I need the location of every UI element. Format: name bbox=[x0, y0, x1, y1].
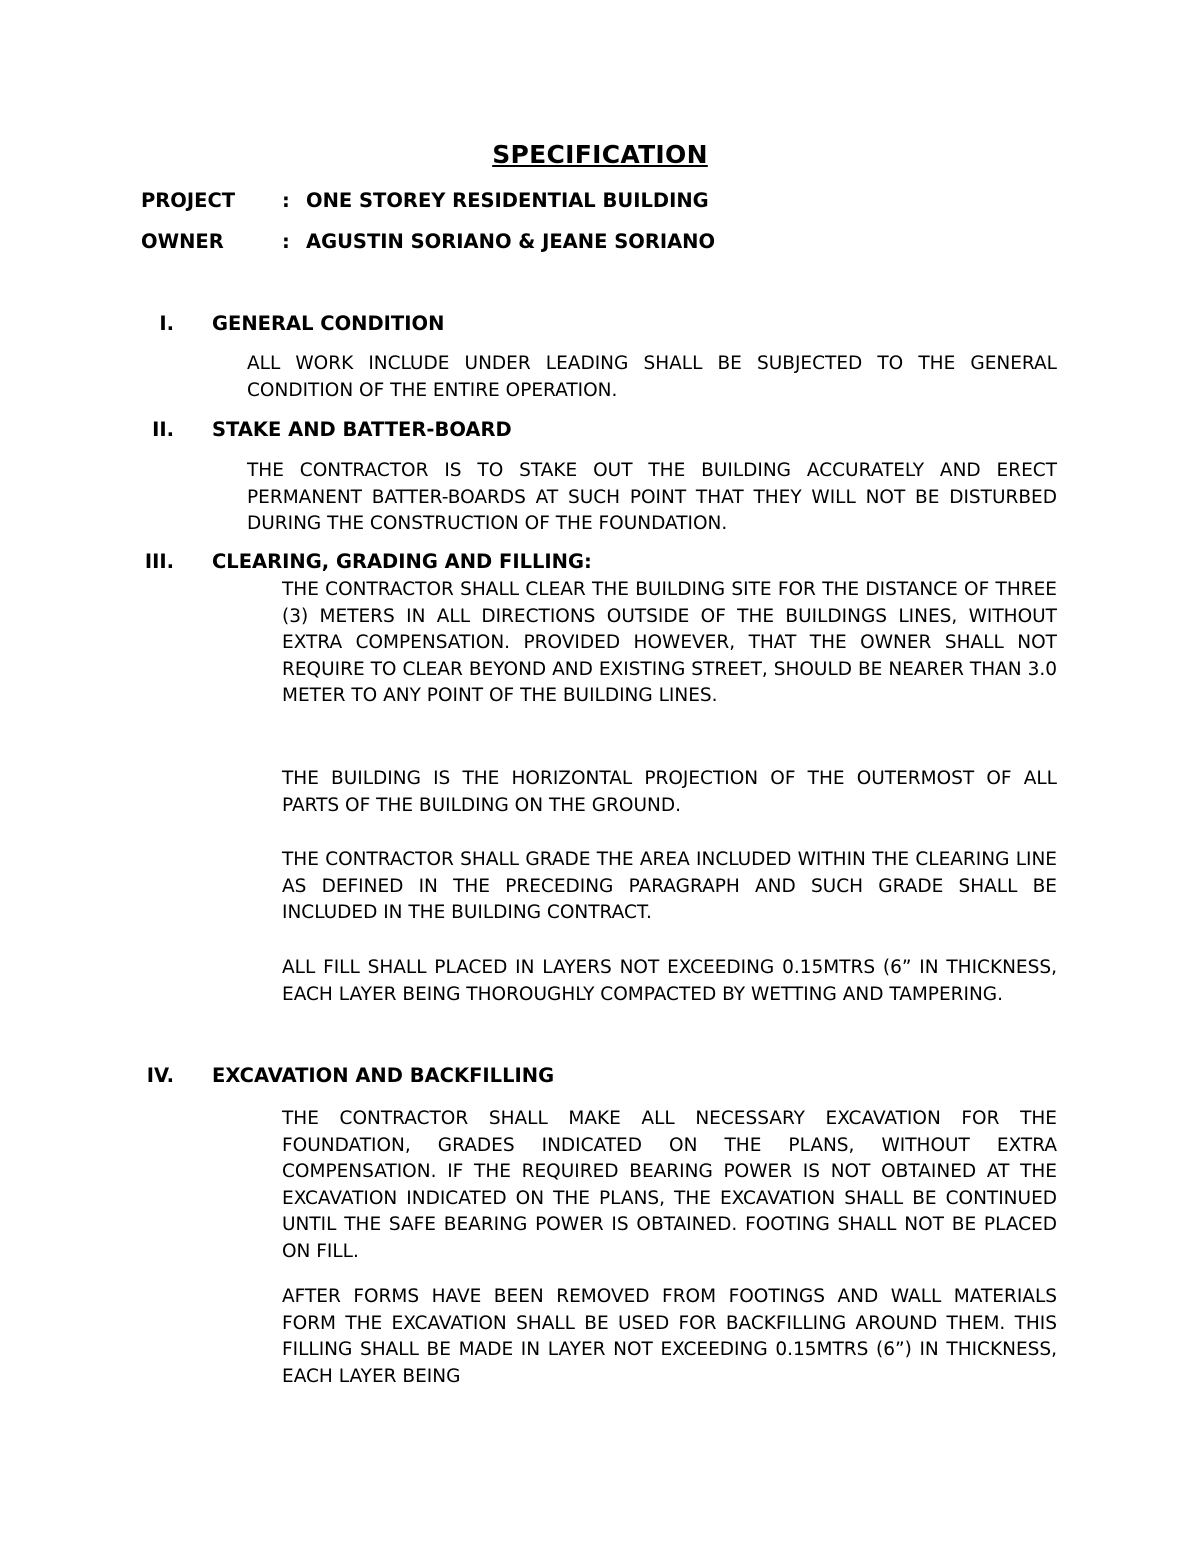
project-label: PROJECT bbox=[141, 189, 236, 212]
section-paragraph: THE BUILDING IS THE HORIZONTAL PROJECTION OF THE OUTERMOST OF ALL PARTS OF THE BUILDING ON THE GROUND. bbox=[282, 768, 1057, 816]
section-paragraph: ALL FILL SHALL PLACED IN LAYERS NOT EXCEEDING 0.15MTRS (6” IN THICKNESS, EACH LAYER BEING THOROUGHLY COMPACTED BY WETTING AND TAMPERING. bbox=[282, 957, 1057, 1005]
section-paragraph: THE CONTRACTOR SHALL MAKE ALL NECESSARY EXCAVATION FOR THE FOUNDATION, GRADES INDICATED ON THE PLANS, WITHOUT EXTRA COMPENSATION. IF THE REQUIRED BEARING POWER IS NOT OBTAINED AT THE EXCAVATION INDICATED ON THE PLANS, THE EXCAVATION SHALL BE CONTINUED UNTIL THE SAFE BEARING POWER IS OBTAINED. FOOTING SHALL NOT BE PLACED ON FILL. bbox=[282, 1108, 1057, 1262]
section-paragraph: THE CONTRACTOR IS TO STAKE OUT THE BUILDING ACCURATELY AND ERECT PERMANENT BATTER-BOARDS AT SUCH POINT THAT THEY WILL NOT BE DISTURBED DURING THE CONSTRUCTION OF THE FOUNDATION. bbox=[247, 460, 1057, 534]
section-heading: GENERAL CONDITION bbox=[212, 312, 445, 335]
page-title: SPECIFICATION bbox=[492, 140, 708, 169]
section-heading: CLEARING, GRADING AND FILLING: bbox=[212, 550, 592, 573]
section-heading: STAKE AND BATTER-BOARD bbox=[212, 418, 512, 441]
section-number: III. bbox=[144, 550, 174, 573]
owner-colon: : bbox=[282, 230, 290, 253]
section-paragraph: ALL WORK INCLUDE UNDER LEADING SHALL BE SUBJECTED TO THE GENERAL CONDITION OF THE ENTIRE OPERATION. bbox=[247, 353, 1057, 401]
section-paragraph: THE CONTRACTOR SHALL GRADE THE AREA INCLUDED WITHIN THE CLEARING LINE AS DEFINED IN THE PRECEDING PARAGRAPH AND SUCH GRADE SHALL BE INCLUDED IN THE BUILDING CONTRACT. bbox=[282, 849, 1057, 923]
section-number: II. bbox=[152, 418, 174, 441]
section-number: I. bbox=[159, 312, 174, 335]
owner-value: AGUSTIN SORIANO & JEANE SORIANO bbox=[306, 230, 716, 253]
section-paragraph: AFTER FORMS HAVE BEEN REMOVED FROM FOOTINGS AND WALL MATERIALS FORM THE EXCAVATION SHALL BE USED FOR BACKFILLING AROUND THEM. THIS FILLING SHALL BE MADE IN LAYER NOT EXCEEDING 0.15MTRS (6”) IN THICKNESS, EACH LAYER BEING bbox=[282, 1286, 1057, 1387]
project-colon: : bbox=[282, 189, 290, 212]
owner-label: OWNER bbox=[141, 230, 224, 253]
section-heading: EXCAVATION AND BACKFILLING bbox=[212, 1064, 555, 1087]
project-value: ONE STOREY RESIDENTIAL BUILDING bbox=[306, 189, 709, 212]
section-number: IV. bbox=[146, 1064, 174, 1087]
section-paragraph: THE CONTRACTOR SHALL CLEAR THE BUILDING SITE FOR THE DISTANCE OF THREE (3) METERS IN ALL DIRECTIONS OUTSIDE OF THE BUILDINGS LINES, WITHOUT EXTRA COMPENSATION. PROVIDED HOWEVER, THAT THE OWNER SHALL NOT REQUIRE TO CLEAR BEYOND AND EXISTING STREET, SHOULD BE NEARER THAN 3.0 METER TO ANY POINT OF THE BUILDING LINES. bbox=[282, 579, 1057, 706]
